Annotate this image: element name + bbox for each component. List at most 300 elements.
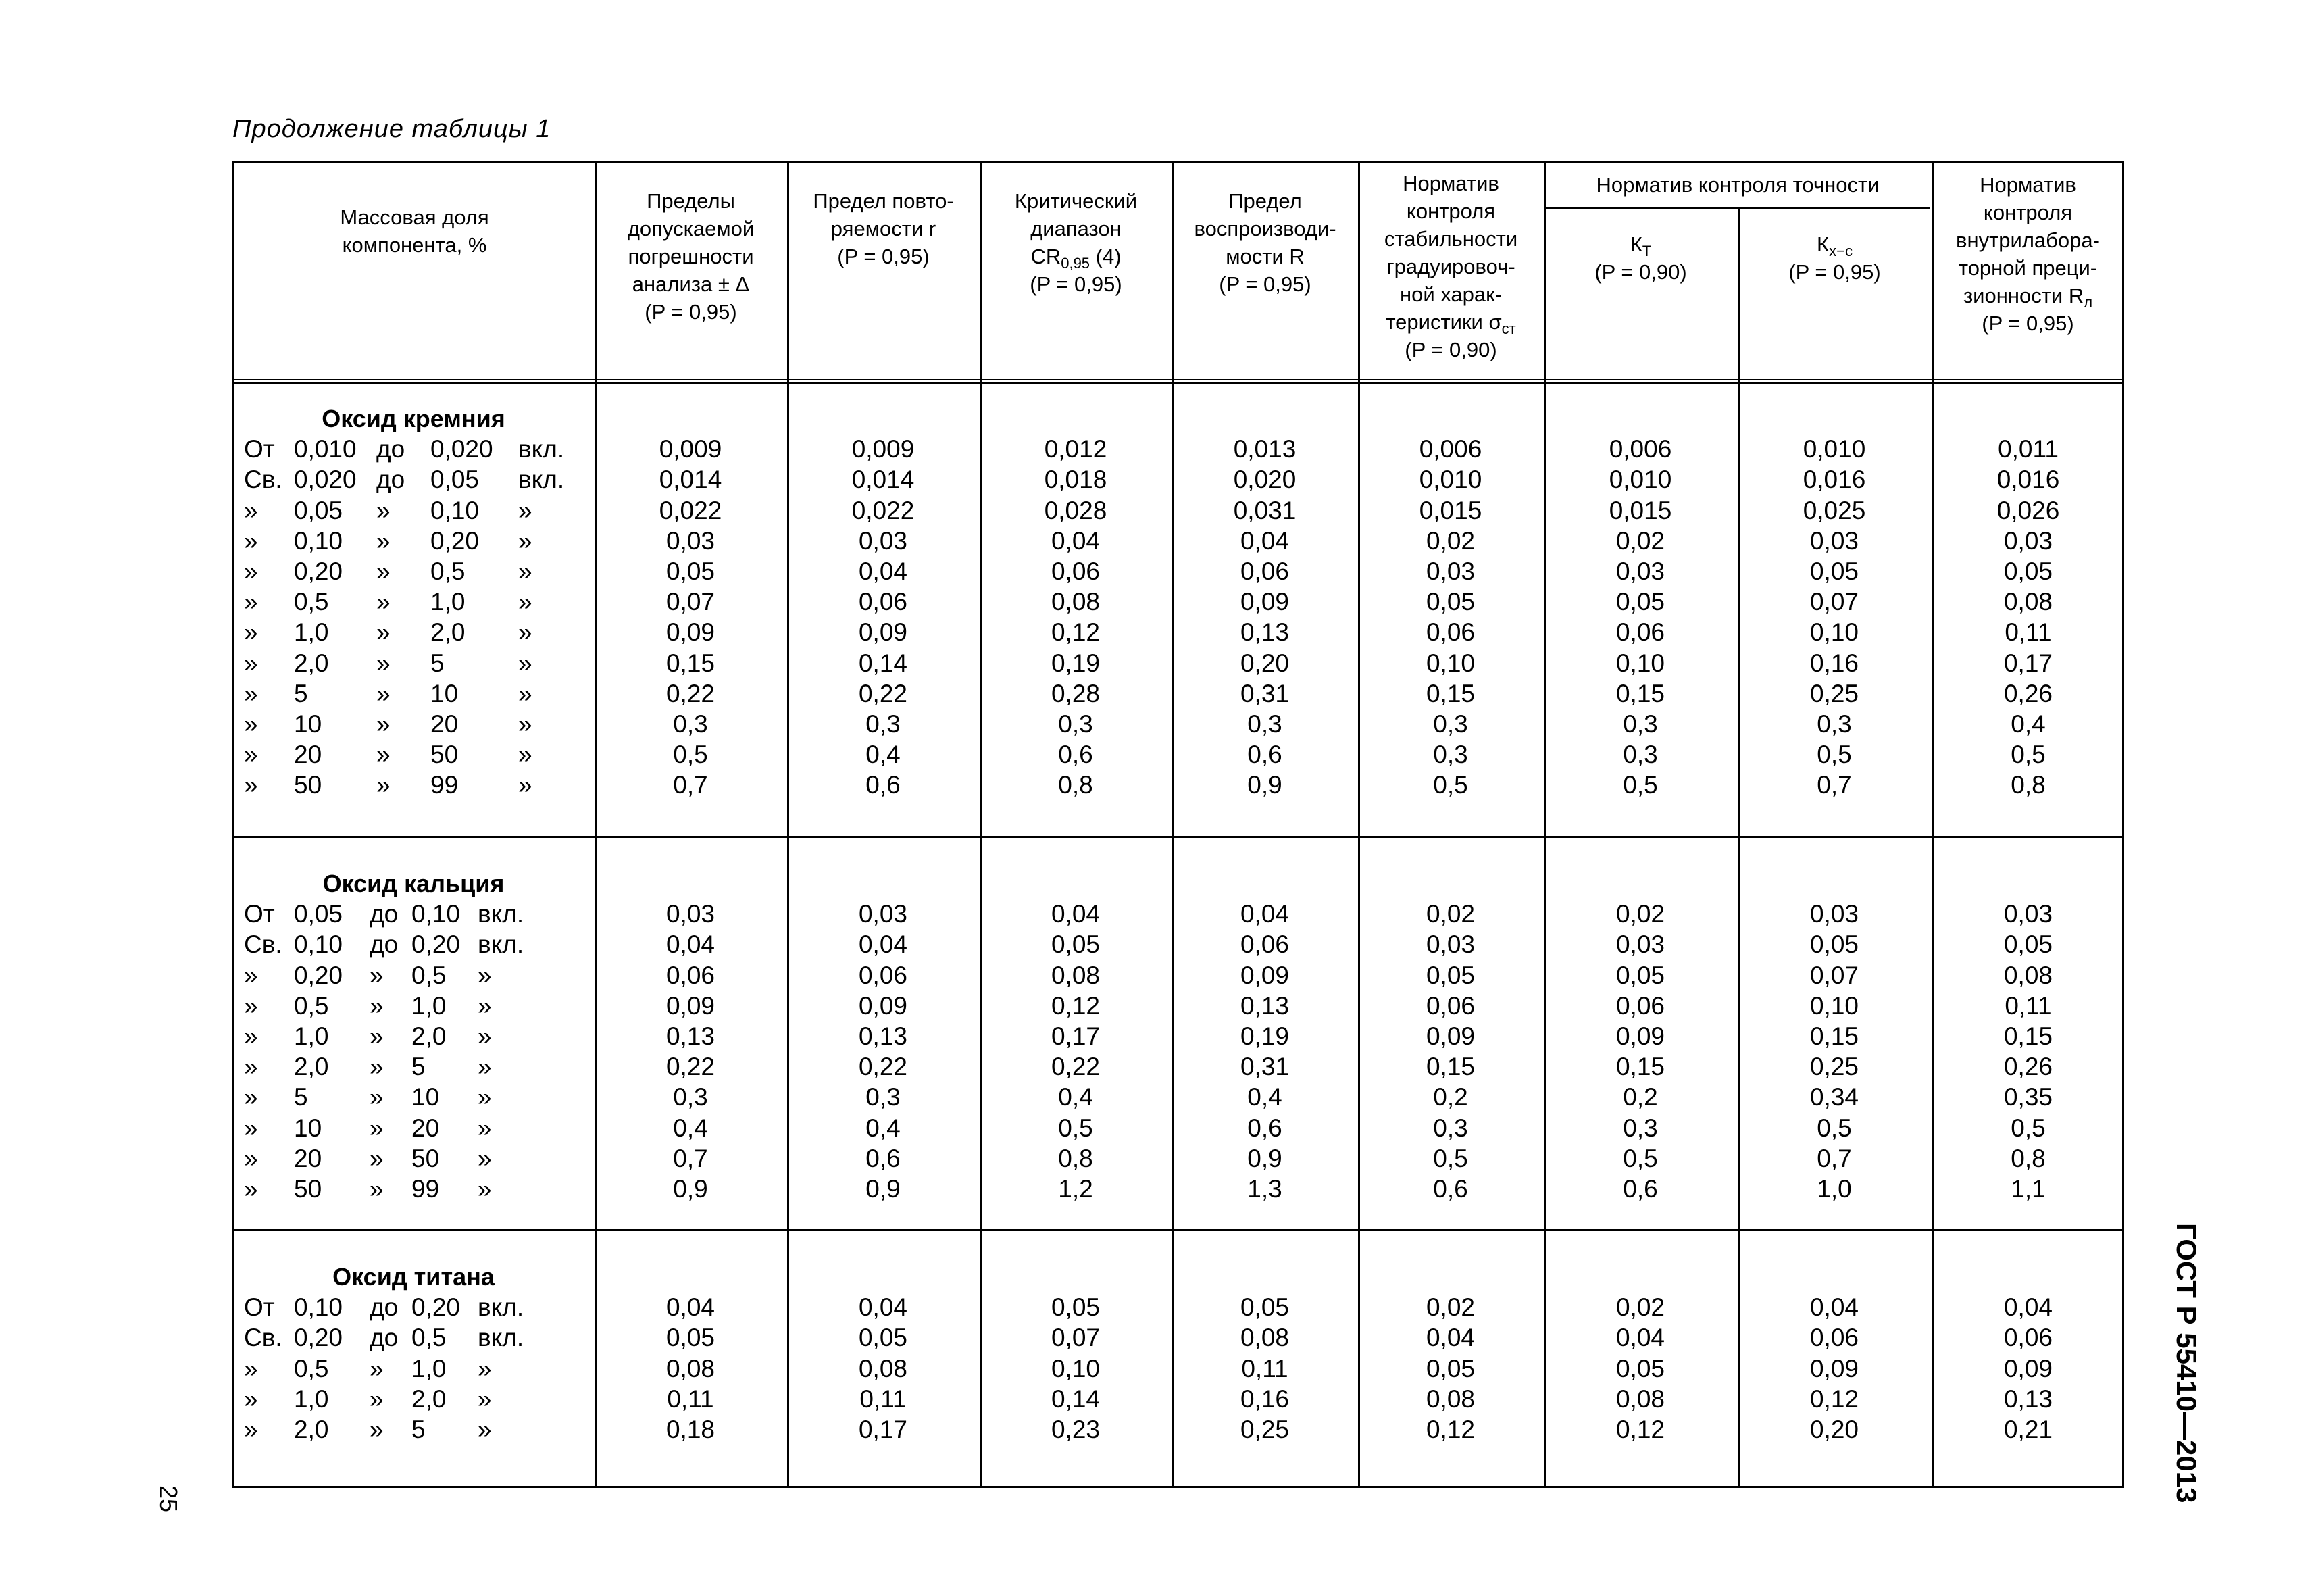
table-cell: 0,17: [1051, 1022, 1100, 1050]
table-cell: 0,14: [858, 649, 907, 677]
table-cell: 0,05: [1615, 1354, 1665, 1382]
table-cell: 0,010: [1609, 466, 1672, 494]
table-cell: 0,3: [1433, 1114, 1468, 1142]
table-cell: 0,15: [2003, 1022, 2053, 1050]
range-part-e: »: [478, 1354, 492, 1382]
table-cell: 0,010: [1803, 435, 1866, 464]
table-cell: 0,23: [1051, 1416, 1100, 1443]
data-table: [232, 161, 2124, 1488]
range-part-e: вкл.: [478, 930, 524, 959]
range-part-c: »: [370, 1144, 384, 1172]
range-part-d: 20: [430, 710, 459, 738]
table-cell: 0,009: [659, 435, 722, 464]
table-cell: 0,15: [1809, 1022, 1859, 1050]
table-cell: 0,07: [1809, 961, 1859, 989]
table-cell: 0,08: [2003, 961, 2053, 989]
range-part-c: »: [376, 710, 391, 738]
range-part-a: »: [244, 1083, 258, 1112]
range-part-a: Св.: [244, 930, 282, 959]
table-cell: 0,2: [1433, 1083, 1468, 1112]
column-divider: [1932, 163, 1934, 1486]
range-part-a: Св.: [244, 466, 282, 494]
table-cell: 0,04: [665, 930, 715, 959]
range-part-e: »: [518, 679, 532, 707]
range-part-a: От: [244, 900, 275, 928]
range-part-e: »: [518, 618, 532, 647]
table-cell: 0,13: [665, 1022, 715, 1050]
range-part-e: вкл.: [518, 466, 565, 494]
range-part-b: 5: [294, 1083, 308, 1112]
range-part-a: »: [244, 1385, 258, 1413]
document-designation: ГОСТ Р 55410—2013: [2171, 1223, 2203, 1503]
table-cell: 0,13: [2003, 1385, 2053, 1413]
table-cell: 0,10: [1809, 618, 1859, 647]
range-part-d: 1,0: [411, 1354, 447, 1382]
table-cell: 0,9: [1247, 771, 1282, 799]
table-cell: 0,05: [665, 557, 715, 585]
table-cell: 0,3: [1247, 710, 1282, 738]
table-cell: 0,13: [1240, 991, 1289, 1020]
range-part-a: От: [244, 435, 275, 464]
table-cell: 0,08: [1240, 1324, 1289, 1352]
table-cell: 0,12: [1051, 991, 1100, 1020]
table-cell: 0,5: [1817, 741, 1852, 769]
table-cell: 0,8: [1058, 1144, 1093, 1172]
table-cell: 0,02: [1615, 1293, 1665, 1322]
range-part-d: 0,5: [411, 961, 447, 989]
range-part-b: 0,05: [294, 496, 343, 524]
range-part-c: »: [376, 649, 391, 677]
table-cell: 0,03: [665, 526, 715, 555]
range-part-b: 10: [294, 710, 322, 738]
range-part-c: »: [370, 1114, 384, 1142]
table-cell: 0,10: [1809, 991, 1859, 1020]
range-part-d: 50: [430, 741, 459, 769]
range-part-e: »: [478, 1114, 492, 1142]
range-part-d: 5: [411, 1416, 426, 1443]
range-part-a: »: [244, 588, 258, 616]
table-cell: 0,13: [858, 1022, 907, 1050]
range-part-d: 2,0: [430, 618, 466, 647]
table-cell: 0,15: [1615, 1053, 1665, 1081]
range-part-d: 2,0: [411, 1022, 447, 1050]
table-cell: 0,5: [673, 741, 708, 769]
table-cell: 0,7: [1817, 1144, 1852, 1172]
range-part-b: 20: [294, 741, 322, 769]
table-cell: 0,09: [858, 991, 907, 1020]
table-cell: 0,6: [865, 1144, 901, 1172]
table-cell: 0,3: [865, 710, 901, 738]
section-title: Оксид титана: [332, 1263, 495, 1291]
range-part-d: 0,10: [430, 496, 480, 524]
table-cell: 0,8: [1058, 771, 1093, 799]
table-caption: Продолжение таблицы 1: [232, 115, 551, 143]
range-part-e: вкл.: [478, 1324, 524, 1352]
table-cell: 0,04: [858, 557, 907, 585]
range-part-a: »: [244, 961, 258, 989]
table-cell: 0,31: [1240, 1053, 1289, 1081]
table-cell: 0,11: [859, 1385, 907, 1413]
range-part-a: От: [244, 1293, 275, 1322]
table-cell: 0,7: [673, 771, 708, 799]
range-part-d: 99: [430, 771, 459, 799]
range-part-b: 1,0: [294, 1385, 329, 1413]
table-cell: 0,09: [1240, 961, 1289, 989]
range-part-b: 0,5: [294, 991, 329, 1020]
range-part-a: »: [244, 991, 258, 1020]
table-cell: 0,04: [665, 1293, 715, 1322]
table-cell: 0,011: [1998, 435, 2059, 464]
table-cell: 0,6: [1058, 741, 1093, 769]
range-part-b: 0,20: [294, 1324, 343, 1352]
table-cell: 0,4: [2011, 710, 2046, 738]
table-cell: 0,28: [1051, 679, 1100, 707]
table-cell: 0,06: [1615, 991, 1665, 1020]
table-cell: 0,5: [1433, 1144, 1468, 1172]
table-cell: 0,05: [1809, 930, 1859, 959]
table-cell: 0,06: [2003, 1324, 2053, 1352]
column-divider: [1172, 163, 1174, 1486]
table-cell: 0,5: [1623, 1144, 1658, 1172]
table-cell: 0,14: [1051, 1385, 1100, 1413]
range-part-a: »: [244, 1022, 258, 1050]
table-cell: 0,06: [1426, 991, 1475, 1020]
table-cell: 0,026: [1996, 496, 2060, 524]
table-cell: 0,03: [858, 900, 907, 928]
range-part-a: »: [244, 557, 258, 585]
table-cell: 0,09: [858, 618, 907, 647]
section-divider: [234, 836, 2122, 838]
table-cell: 0,05: [2003, 930, 2053, 959]
table-cell: 0,06: [665, 961, 715, 989]
range-part-a: »: [244, 1416, 258, 1443]
table-cell: 0,03: [1426, 557, 1475, 585]
table-cell: 0,009: [851, 435, 915, 464]
range-part-d: 1,0: [430, 588, 466, 616]
table-cell: 0,07: [1051, 1324, 1100, 1352]
table-cell: 0,10: [1426, 649, 1475, 677]
table-cell: 0,3: [673, 710, 708, 738]
range-part-e: »: [518, 526, 532, 555]
table-cell: 0,03: [1615, 930, 1665, 959]
range-part-e: »: [478, 1175, 492, 1203]
range-part-d: 0,5: [411, 1324, 447, 1352]
table-cell: 0,05: [1426, 1354, 1475, 1382]
range-part-c: »: [370, 1175, 384, 1203]
table-cell: 0,03: [2003, 900, 2053, 928]
table-cell: 0,5: [2011, 741, 2046, 769]
range-part-e: »: [518, 741, 532, 769]
table-cell: 0,03: [858, 526, 907, 555]
table-cell: 0,05: [1240, 1293, 1289, 1322]
range-part-c: »: [376, 496, 391, 524]
range-part-d: 0,05: [430, 466, 480, 494]
table-cell: 0,11: [667, 1385, 714, 1413]
table-cell: 0,19: [1051, 649, 1100, 677]
table-cell: 0,03: [1615, 557, 1665, 585]
table-cell: 0,11: [2005, 618, 2052, 647]
table-cell: 0,3: [1817, 710, 1852, 738]
table-cell: 0,4: [673, 1114, 708, 1142]
table-cell: 0,025: [1803, 496, 1866, 524]
table-cell: 0,6: [1247, 1114, 1282, 1142]
range-part-e: вкл.: [478, 1293, 524, 1322]
range-part-c: »: [370, 1385, 384, 1413]
range-part-a: »: [244, 1175, 258, 1203]
table-cell: 0,12: [1809, 1385, 1859, 1413]
table-cell: 0,6: [1623, 1175, 1658, 1203]
table-cell: 0,26: [2003, 1053, 2053, 1081]
range-part-c: до: [370, 1324, 399, 1352]
table-cell: 0,018: [1044, 466, 1107, 494]
column-divider: [595, 163, 597, 1486]
range-part-a: »: [244, 741, 258, 769]
range-part-d: 0,20: [411, 1293, 461, 1322]
table-cell: 0,9: [865, 1175, 901, 1203]
table-cell: 0,03: [665, 900, 715, 928]
header-repeatability: Предел повто- ряемости r (P = 0,95): [813, 189, 954, 268]
range-part-d: 99: [411, 1175, 440, 1203]
table-cell: 0,7: [1817, 771, 1852, 799]
table-cell: 0,02: [1615, 526, 1665, 555]
range-part-d: 1,0: [411, 991, 447, 1020]
table-cell: 0,16: [1809, 649, 1859, 677]
table-cell: 0,08: [1426, 1385, 1475, 1413]
header-stability: Норматив контроля стабильности градуировоч- ной харак- теристики $\sigma_{ст}$ (P = 0,90): [1384, 172, 1518, 361]
table-cell: 0,014: [659, 466, 722, 494]
table-cell: 0,21: [2003, 1416, 2053, 1443]
section-title: Оксид кремния: [322, 405, 505, 432]
table-cell: 0,02: [1426, 900, 1475, 928]
range-part-b: 0,010: [294, 435, 357, 464]
table-cell: 0,2: [1623, 1083, 1658, 1112]
table-cell: 0,31: [1240, 679, 1289, 707]
range-part-e: »: [518, 649, 532, 677]
table-cell: 0,22: [858, 679, 907, 707]
range-part-b: 0,10: [294, 1293, 343, 1322]
table-cell: 1,0: [1817, 1175, 1852, 1203]
range-part-e: »: [478, 961, 492, 989]
table-cell: 0,08: [1051, 961, 1100, 989]
table-cell: 0,08: [858, 1354, 907, 1382]
table-cell: 0,04: [1240, 526, 1289, 555]
range-part-e: вкл.: [478, 900, 524, 928]
table-cell: 0,9: [673, 1175, 708, 1203]
table-cell: 0,15: [1426, 679, 1475, 707]
table-cell: 0,6: [1247, 741, 1282, 769]
range-part-e: »: [518, 557, 532, 585]
section-divider: [234, 1229, 2122, 1231]
table-cell: 0,06: [1240, 930, 1289, 959]
table-cell: 0,013: [1233, 435, 1297, 464]
table-cell: 0,11: [1241, 1354, 1288, 1382]
range-part-b: 20: [294, 1144, 322, 1172]
table-cell: 0,6: [1433, 1175, 1468, 1203]
table-cell: 0,22: [665, 1053, 715, 1081]
range-part-a: »: [244, 1114, 258, 1142]
range-part-c: »: [370, 1354, 384, 1382]
table-cell: 0,22: [665, 679, 715, 707]
table-cell: 0,02: [1426, 526, 1475, 555]
range-part-b: 1,0: [294, 618, 329, 647]
range-part-c: до: [370, 900, 399, 928]
range-part-a: »: [244, 771, 258, 799]
range-part-c: до: [376, 466, 405, 494]
range-part-e: »: [518, 588, 532, 616]
range-part-d: 0,10: [411, 900, 461, 928]
table-cell: 0,20: [1809, 1416, 1859, 1443]
range-part-e: »: [518, 771, 532, 799]
range-part-b: 50: [294, 771, 322, 799]
header-intralab-precision: Норматив контроля внутрилабора- торной преци- зионности $R_л$ (P = 0,95): [1956, 173, 2100, 335]
range-part-a: »: [244, 649, 258, 677]
range-part-b: 2,0: [294, 1053, 329, 1081]
table-cell: 0,04: [1615, 1324, 1665, 1352]
table-cell: 0,12: [1051, 618, 1100, 647]
range-part-d: 10: [411, 1083, 440, 1112]
range-part-b: 1,0: [294, 1022, 329, 1050]
table-cell: 0,4: [865, 741, 901, 769]
table-cell: 0,16: [1240, 1385, 1289, 1413]
page-number: 25: [155, 1485, 182, 1513]
table-cell: 0,15: [665, 649, 715, 677]
table-cell: 0,3: [673, 1083, 708, 1112]
range-part-d: 5: [411, 1053, 426, 1081]
table-cell: 0,9: [1247, 1144, 1282, 1172]
table-cell: 0,016: [1803, 466, 1866, 494]
table-cell: 0,05: [1051, 930, 1100, 959]
range-part-d: 0,20: [411, 930, 461, 959]
table-cell: 0,05: [2003, 557, 2053, 585]
table-cell: 0,20: [1240, 649, 1289, 677]
range-part-d: 50: [411, 1144, 440, 1172]
table-cell: 0,11: [2005, 991, 2052, 1020]
header-mass-fraction: Массовая доля компонента, %: [340, 205, 489, 257]
range-part-c: »: [370, 1022, 384, 1050]
column-divider: [980, 163, 982, 1486]
table-cell: 0,3: [1058, 710, 1093, 738]
range-part-e: вкл.: [518, 435, 565, 464]
header-divider: [234, 379, 2122, 384]
table-cell: 0,13: [1240, 618, 1289, 647]
table-cell: 0,06: [858, 961, 907, 989]
range-part-e: »: [478, 991, 492, 1020]
table-cell: 0,012: [1044, 435, 1107, 464]
accuracy-group-divider: [1544, 207, 1930, 209]
range-part-c: »: [376, 771, 391, 799]
table-cell: 0,10: [1051, 1354, 1100, 1382]
range-part-c: »: [370, 1416, 384, 1443]
table-cell: 0,04: [1426, 1324, 1475, 1352]
table-cell: 0,05: [1426, 961, 1475, 989]
table-cell: 0,08: [1615, 1385, 1665, 1413]
range-part-d: 2,0: [411, 1385, 447, 1413]
header-accuracy-group: Норматив контроля точности: [1596, 173, 1880, 197]
table-cell: 0,05: [1615, 961, 1665, 989]
range-part-e: »: [478, 1385, 492, 1413]
table-cell: 0,014: [851, 466, 915, 494]
table-cell: 0,04: [1240, 900, 1289, 928]
table-cell: 0,006: [1419, 435, 1482, 464]
range-part-b: 0,05: [294, 900, 343, 928]
header-kt: $К_Т$ (P = 0,90): [1594, 232, 1687, 284]
range-part-a: »: [244, 1354, 258, 1382]
range-part-e: »: [478, 1083, 492, 1112]
table-cell: 0,05: [1051, 1293, 1100, 1322]
table-cell: 0,22: [858, 1053, 907, 1081]
header-critical-range: Критический диапазон $CR_{0,95}$ (4) (P = 0,95): [1014, 189, 1138, 296]
table-cell: 0,06: [1051, 557, 1100, 585]
table-cell: 0,3: [1623, 710, 1658, 738]
table-cell: 0,03: [2003, 526, 2053, 555]
range-part-c: »: [376, 679, 391, 707]
range-part-c: »: [376, 618, 391, 647]
table-cell: 0,015: [1419, 496, 1482, 524]
table-cell: 0,06: [1240, 557, 1289, 585]
table-cell: 0,09: [665, 618, 715, 647]
table-cell: 0,4: [1247, 1083, 1282, 1112]
range-part-d: 0,20: [430, 526, 480, 555]
table-cell: 0,006: [1609, 435, 1672, 464]
table-cell: 0,015: [1609, 496, 1672, 524]
table-cell: 0,05: [1426, 588, 1475, 616]
table-cell: 0,09: [1426, 1022, 1475, 1050]
range-part-b: 0,020: [294, 466, 357, 494]
range-part-a: »: [244, 1053, 258, 1081]
table-cell: 0,020: [1233, 466, 1297, 494]
range-part-d: 10: [430, 679, 459, 707]
range-part-b: 50: [294, 1175, 322, 1203]
table-cell: 0,7: [673, 1144, 708, 1172]
table-cell: 0,02: [1426, 1293, 1475, 1322]
table-cell: 0,25: [1240, 1416, 1289, 1443]
table-cell: 0,03: [1426, 930, 1475, 959]
table-cell: 0,5: [1623, 771, 1658, 799]
table-cell: 0,04: [2003, 1293, 2053, 1322]
table-cell: 0,3: [865, 1083, 901, 1112]
column-divider: [1544, 163, 1546, 1486]
table-cell: 0,09: [1809, 1354, 1859, 1382]
range-part-b: 2,0: [294, 649, 329, 677]
table-cell: 0,05: [1809, 557, 1859, 585]
table-cell: 0,08: [665, 1354, 715, 1382]
range-part-c: »: [370, 991, 384, 1020]
table-cell: 0,5: [1433, 771, 1468, 799]
range-part-a: »: [244, 679, 258, 707]
range-part-e: »: [518, 496, 532, 524]
table-cell: 1,1: [2011, 1175, 2046, 1203]
range-part-c: до: [376, 435, 405, 464]
column-divider: [1738, 209, 1740, 1486]
range-part-e: »: [518, 710, 532, 738]
range-part-c: до: [370, 930, 399, 959]
table-cell: 0,12: [1426, 1416, 1475, 1443]
range-part-b: 10: [294, 1114, 322, 1142]
range-part-b: 0,20: [294, 961, 343, 989]
header-kxc: $К_{х-с}$ (P = 0,95): [1788, 232, 1881, 284]
header-error-limits: Пределы допускаемой погрешности анализа ± Δ (P = 0,95): [627, 189, 755, 324]
range-part-e: »: [478, 1053, 492, 1081]
table-cell: 0,09: [1240, 588, 1289, 616]
table-cell: 0,07: [1809, 588, 1859, 616]
range-part-a: »: [244, 618, 258, 647]
table-cell: 0,12: [1615, 1416, 1665, 1443]
table-cell: 0,05: [858, 1324, 907, 1352]
table-cell: 0,022: [851, 496, 915, 524]
range-part-c: »: [376, 526, 391, 555]
table-cell: 0,04: [858, 930, 907, 959]
range-part-a: »: [244, 710, 258, 738]
